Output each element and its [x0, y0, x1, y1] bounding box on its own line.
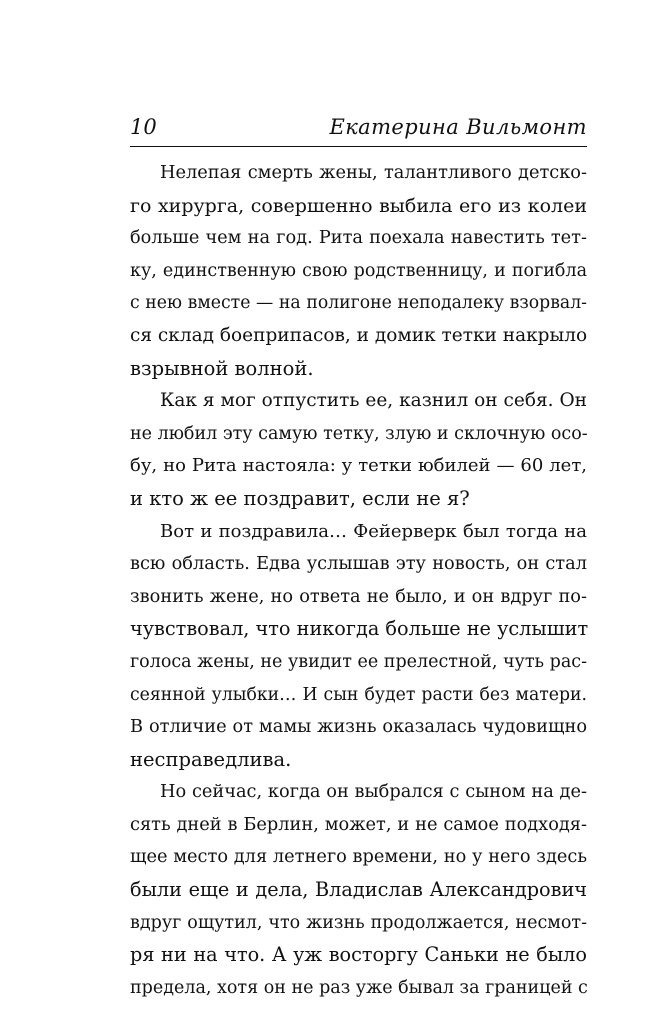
text-line: вдруг ощутил, что жизнь продолжается, несмот-	[130, 912, 587, 933]
text-line: Нелепая смерть жены, талантливого детско-	[160, 163, 587, 183]
paragraph	[130, 385, 587, 515]
text-line: взрывной волной.	[130, 356, 314, 380]
book-author: Екатерина Вильмонт	[329, 115, 587, 139]
text-line: голоса жены, не увидит ее прелестной, чуть рас-	[130, 651, 587, 672]
text-line: несправедлива.	[130, 747, 292, 771]
text-line: щее место для летнего времени, но у него здесь	[130, 847, 587, 868]
paragraph	[130, 157, 587, 385]
text-line: чувствовал, что никогда больше не услышит	[130, 617, 589, 641]
paragraph	[130, 776, 587, 1004]
text-line: сеянной улыбки… И сын будет расти без матери.	[130, 684, 587, 705]
running-head	[130, 112, 587, 142]
text-line: В отличие от мамы жизнь оказалась чудовищно	[130, 717, 587, 738]
text-line: ся склад боеприпасов, и домик тетки накрыло	[130, 324, 588, 346]
text-line: не любил эту самую тетку, злую и склочную осо-	[130, 423, 588, 444]
text-line: ря ни на что. А уж восторгу Саньки не было	[130, 943, 587, 967]
text-line: были еще и дела, Владислав Александрович	[130, 878, 587, 902]
text-line: го хирурга, совершенно выбила его из колеи	[130, 194, 587, 217]
text-line: бу, но Рита настояла: у тетки юбилей — 60 лет,	[130, 455, 587, 477]
text-line: ку, единственную свою родственницу, и погибла	[130, 260, 587, 281]
text-line: с нею вместе — на полигоне неподалеку взорвал-	[130, 293, 587, 314]
text-line: сять дней в Берлин, может, и не самое подходя-	[130, 814, 587, 835]
text-line: всю область. Едва услышав эту новость, он стал	[130, 554, 587, 575]
text-line: больше чем на год. Рита поехала навестить тет-	[130, 228, 587, 249]
body-text	[130, 157, 587, 1004]
page-number: 10	[130, 115, 157, 139]
text-line: Как я мог отпустить ее, казнил он себя. Он	[160, 390, 587, 412]
header-rule	[130, 146, 587, 147]
text-line: звонить жене, но ответа не было, и он вдруг по-	[130, 586, 587, 607]
text-line: Вот и поздравила… Фейерверк был тогда на	[160, 520, 587, 542]
text-line: предела, хотя он не раз уже бывал за границей с	[130, 977, 588, 998]
text-line: и кто ж ее поздравит, если не я?	[130, 486, 470, 510]
paragraph	[130, 516, 587, 777]
text-line: Но сейчас, когда он выбрался с сыном на де-	[160, 782, 587, 803]
